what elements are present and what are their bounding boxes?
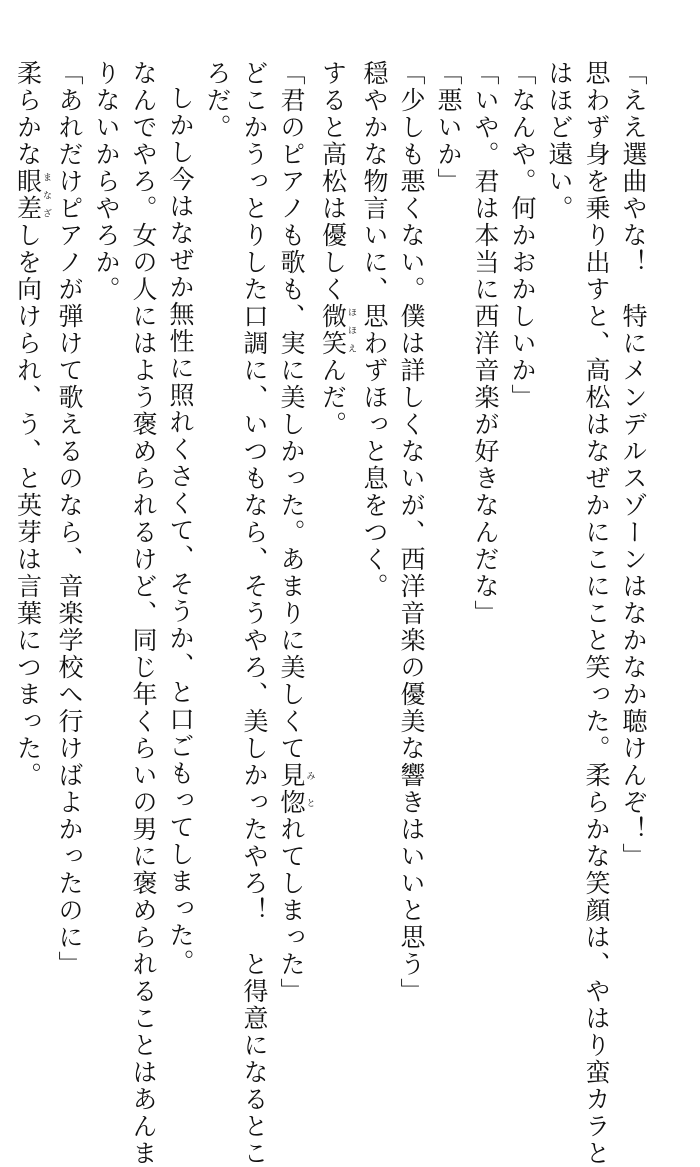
- text-line: 思わず身を乗り出すと、高松はなぜかにこにこと笑った。柔らかな笑顔は、やはり蛮カラと: [582, 60, 611, 1167]
- text-segment: 「君のピアノも歌も、実に美しかった。あまりに美しくて: [277, 60, 306, 762]
- text-segment: れてしまった」: [277, 816, 306, 1005]
- text-line: 「悪いか」: [434, 60, 463, 195]
- text-line: [315, 60, 357, 960]
- text-line: なんでやろ。女の人にはよう褒められるけど、同じ年くらいの男に褒められることはあんま: [129, 60, 158, 1167]
- text-line: [273, 60, 315, 1005]
- ruby-reading: みと: [304, 762, 315, 816]
- ruby-base: 見惚: [277, 762, 306, 816]
- text-line: どこかうっとりした口調に、いつもなら、そうやろ、美しかったやろ！ と得意になるとこ: [240, 60, 269, 1167]
- text-line: 「なんや。何かおかしいか」: [508, 60, 537, 411]
- furigana-word: [277, 762, 315, 816]
- text-line: [10, 60, 52, 960]
- ruby-reading: ほほえ: [346, 303, 356, 357]
- text-line: 「あれだけピアノが弾けて歌えるのなら、音楽学校へ行けばよかったのに」: [55, 60, 84, 978]
- text-segment: 柔らかな: [13, 60, 43, 168]
- text-line: しかし今はなぜか無性に照れくさくて、そうか、と口ごもってしまった。: [166, 85, 195, 976]
- text-line: りないからやろか。: [92, 60, 121, 303]
- text-segment: すると高松は優しく: [318, 60, 348, 303]
- ruby-base: 微笑: [318, 303, 348, 357]
- text-line: はほど遠い。: [545, 60, 574, 222]
- text-segment: んだ。: [318, 357, 348, 438]
- furigana-word: [13, 168, 51, 222]
- vertical-text-body: [10, 60, 653, 1167]
- text-line: ろだ。: [203, 60, 232, 141]
- furigana-word: [318, 303, 356, 357]
- text-segment: しを向けられ、う、と英芽は言葉につまった。: [13, 222, 43, 789]
- text-line: 「ええ選曲やな！ 特にメンデルスゾーンはなかなか聴けんぞ！」: [619, 60, 648, 870]
- ruby-reading: まなざ: [41, 168, 51, 222]
- ruby-base: 眼差: [13, 168, 43, 222]
- text-line: 「いや。君は本当に西洋音楽が好きなんだな」: [471, 60, 500, 627]
- text-line: 穏やかな物言いに、思わずほっと息をつく。: [360, 60, 389, 600]
- text-line: 「少しも悪くない。僕は詳しくないが、西洋音楽の優美な響きはいいと思う」: [397, 60, 426, 1005]
